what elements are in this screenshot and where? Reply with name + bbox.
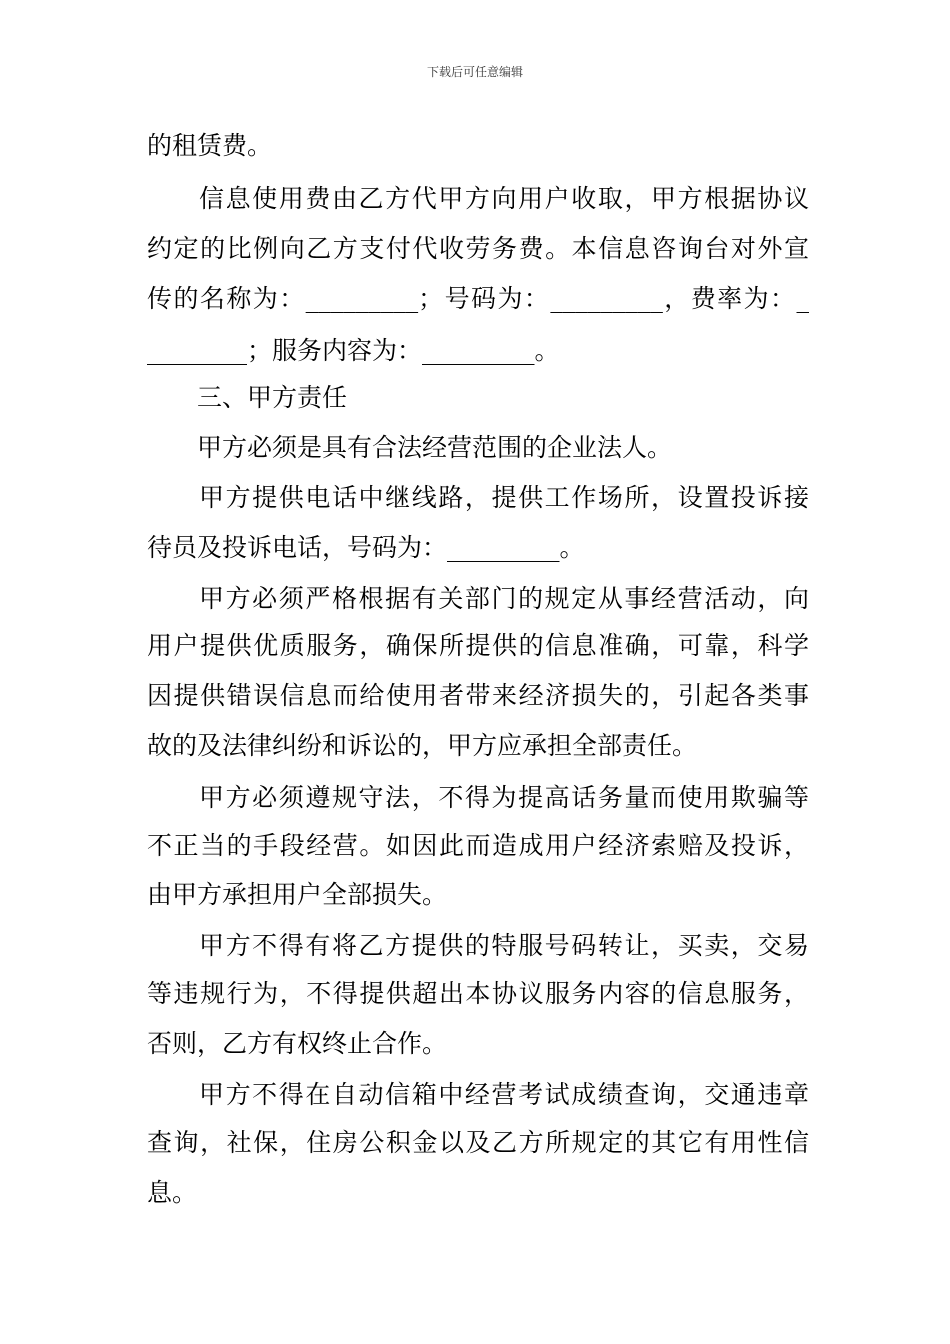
text-line: 甲方不得有将乙方提供的特服号码转让，买卖，交易 <box>199 931 809 960</box>
text-line: 甲方必须严格根据有关部门的规定从事经营活动，向 <box>199 584 809 613</box>
text-line: 息。 <box>147 1178 198 1207</box>
text-line: 因提供错误信息而给使用者带来经济损失的，引起各类事 <box>147 681 809 710</box>
text-line: 甲方必须是具有合法经营范围的企业法人。 <box>197 433 673 462</box>
text-line: 待员及投诉电话，号码为：_________。 <box>147 533 585 562</box>
text-line: 用户提供优质服务，确保所提供的信息准确，可靠，科学 <box>147 631 809 660</box>
text-line: 约定的比例向乙方支付代收劳务费。本信息咨询台对外宣 <box>147 234 809 263</box>
text-line: 由甲方承担用户全部损失。 <box>147 880 448 909</box>
text-line: 传的名称为：_________；号码为：_________，费率为：_ <box>147 284 809 313</box>
text-line: 甲方不得在自动信箱中经营考试成绩查询，交通违章 <box>199 1080 809 1109</box>
page-header: 下载后可任意编辑 <box>426 65 523 79</box>
text-line: 的租赁费。 <box>147 131 273 160</box>
text-line: 不正当的手段经营。如因此而造成用户经济索赔及投诉， <box>147 831 809 860</box>
text-line: 等违规行为，不得提供超出本协议服务内容的信息服务， <box>147 979 809 1008</box>
section-heading: 三、甲方责任 <box>197 383 348 412</box>
text-line: 甲方提供电话中继线路，提供工作场所，设置投诉接 <box>199 483 809 512</box>
text-line: ________；服务内容为：_________。 <box>147 336 560 365</box>
text-line: 故的及法律纠纷和诉讼的，甲方应承担全部责任。 <box>147 731 698 760</box>
text-line: 否则，乙方有权终止合作。 <box>147 1029 448 1058</box>
text-line: 甲方必须遵规守法，不得为提高话务量而使用欺骗等 <box>199 783 809 812</box>
text-line: 查询，社保，住房公积金以及乙方所规定的其它有用性信 <box>147 1128 809 1157</box>
text-line: 信息使用费由乙方代甲方向用户收取，甲方根据协议 <box>199 184 809 213</box>
